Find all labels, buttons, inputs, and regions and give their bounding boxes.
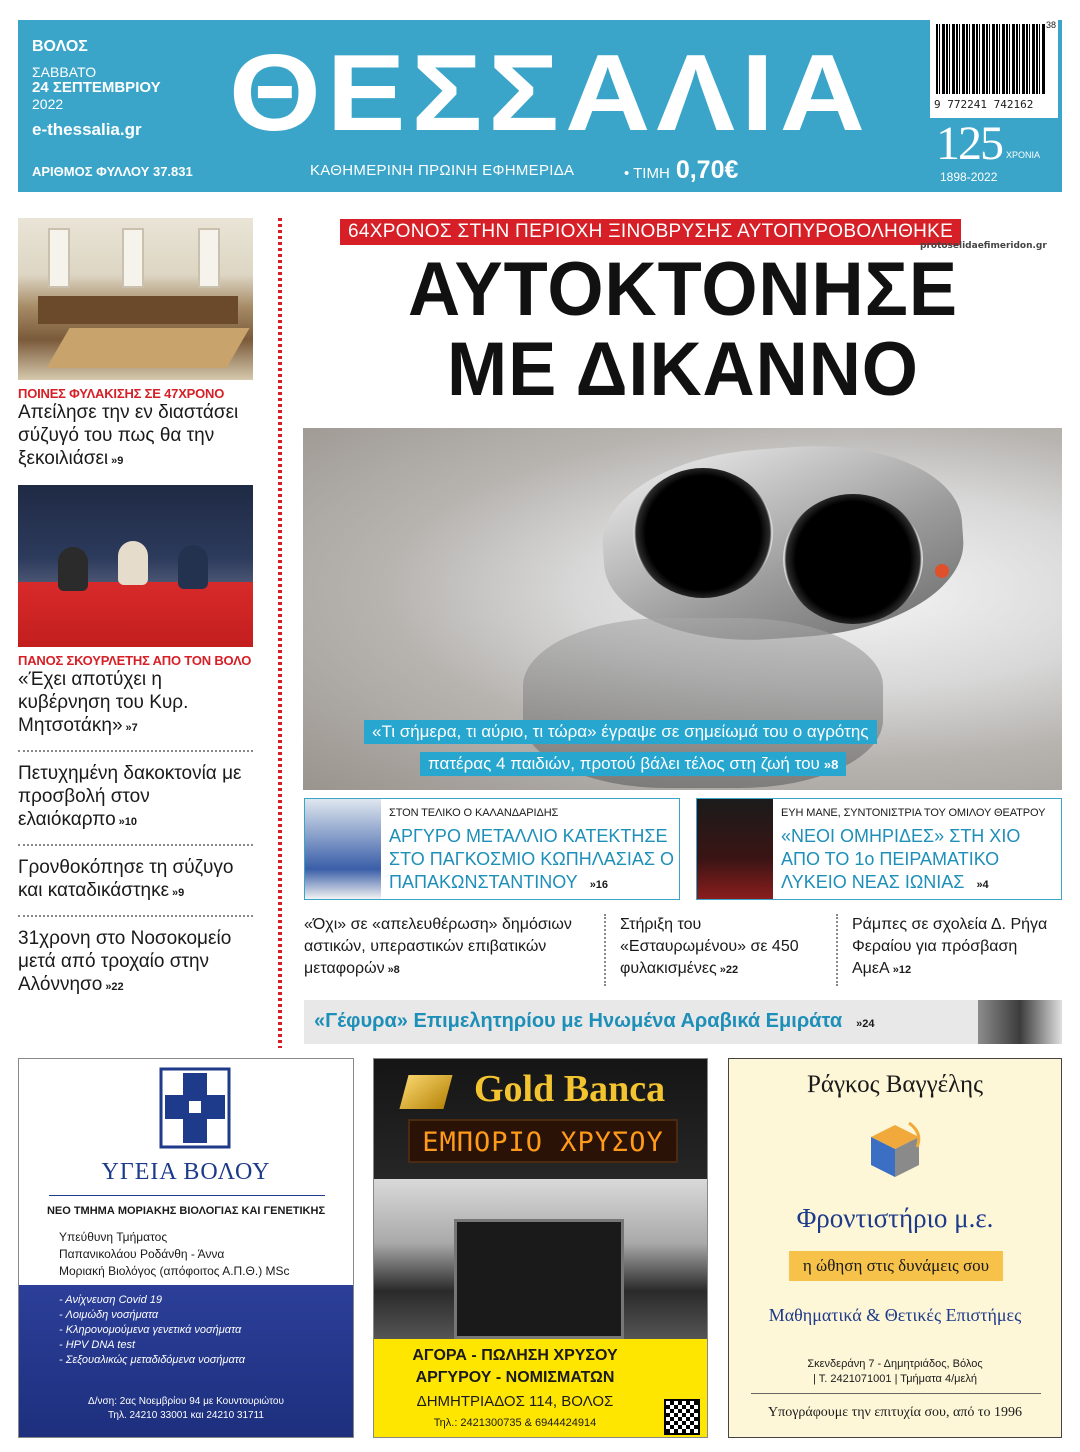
- theatre-photo: [697, 799, 773, 899]
- story-text: «Όχι» σε «απελευθέρωση» δημόσιων αστικών, υπεραστικών επιβατικών μεταφορών: [304, 916, 572, 977]
- headline-line: ΑΥΤΟΚΤΟΝΗΣΕ: [407, 247, 959, 332]
- courtroom-photo[interactable]: [18, 218, 253, 380]
- page-ref: »7: [125, 722, 138, 734]
- service-item: - Λοιμώδη νοσήματα: [59, 1309, 159, 1321]
- divider: [836, 914, 838, 986]
- person-shape: [58, 547, 88, 591]
- page-ref: »22: [719, 964, 739, 976]
- price: [624, 156, 738, 185]
- led-sign: [408, 1119, 678, 1163]
- caption-text: πατέρας 4 παιδιών, προτού βάλει τέλος στη ζωή του: [428, 754, 820, 773]
- anniversary-badge: [930, 118, 1058, 190]
- gold-bar-icon: [399, 1075, 452, 1109]
- ad-line: ΑΡΓΥΡΟΥ - ΝΟΜΙΣΜΑΤΩΝ: [415, 1369, 615, 1386]
- service-item: - HPV DNA test: [59, 1339, 135, 1351]
- page-ref: »9: [172, 887, 185, 899]
- story-headline[interactable]: [18, 762, 258, 834]
- main-headline[interactable]: [323, 247, 1043, 412]
- story-kicker: ΠΟΙΝΕΣ ΦΥΛΑΚΙΣΗΣ ΣΕ 47ΧΡΟΝΟ: [18, 386, 225, 401]
- ad-services-panel: [19, 1285, 353, 1437]
- window-shape: [48, 228, 70, 288]
- day: ΣΑΒΒΑΤΟ: [32, 64, 97, 80]
- barcode: [930, 18, 1058, 118]
- anniversary-label: ΧΡΟΝΙΑ: [1006, 150, 1041, 160]
- story-text: «ΝΕΟΙ ΟΜΗΡΙΔΕΣ» ΣΤΗ ΧΙΟ ΑΠΟ ΤΟ 1ο ΠΕΙΡΑΜΑΤΙΚΟ ΛΥΚΕΙΟ ΝΕΑΣ ΙΩΝΙΑΣ: [781, 826, 1021, 892]
- story-kicker: ΣΤΟΝ ΤΕΛΙΚΟ Ο ΚΑΛΑΝΔΑΡΙΔΗΣ: [389, 807, 559, 819]
- rower-photo: [305, 799, 381, 899]
- window-shape: [122, 228, 144, 288]
- ad-brand: Gold Banca: [474, 1068, 666, 1110]
- story-headline[interactable]: [18, 401, 258, 473]
- page-ref: »10: [118, 816, 138, 828]
- website-link[interactable]: e-thessalia.gr: [32, 120, 142, 139]
- masthead-info: [32, 38, 161, 140]
- story-box-rowing[interactable]: [304, 798, 680, 900]
- ad-text: Δ/νση: 2ας Νοεμβρίου 94 με Κουντουριώτου: [88, 1396, 284, 1407]
- page-ref: »16: [589, 879, 609, 891]
- storefront-photo: [374, 1179, 707, 1339]
- story-headline[interactable]: [852, 914, 1062, 981]
- story-text: Απείλησε την εν διαστάσει σύζυγό του πως θα την ξεκοιλιάσει: [18, 402, 239, 469]
- story-text: «Έχει αποτύχει η κυβέρνηση του Κυρ. Μητσοτάκη»: [18, 669, 189, 736]
- story-headline[interactable]: [304, 914, 596, 981]
- ad-tagline: η ώθηση στις δυνάμεις σου: [789, 1251, 1003, 1281]
- barcode-number: 9 772241 742162: [934, 98, 1034, 111]
- price-label: • ΤΙΜΗ: [624, 165, 670, 182]
- divider: [18, 750, 253, 752]
- issue-number: ΑΡΙΘΜΟΣ ΦΥΛΛΟΥ 37.831: [32, 164, 193, 179]
- barcode-issue: 38: [1045, 20, 1056, 30]
- story-text: Στήριξη του «Εσταυρωμένου» σε 450 φυλακισμένες: [620, 916, 799, 977]
- medical-cross-icon: [159, 1067, 231, 1149]
- story-box-theatre[interactable]: [696, 798, 1062, 900]
- banner-story[interactable]: [304, 1000, 1062, 1044]
- ad-gold-banca[interactable]: [373, 1058, 708, 1438]
- watermark: protoselidaefimeridon.gr: [920, 241, 1047, 251]
- storefront-sign: [374, 1059, 707, 1179]
- bead-sight: [935, 564, 949, 578]
- page-ref: »8: [823, 757, 839, 772]
- story-text: ΑΡΓΥΡΟ ΜΕΤΑΛΛΙΟ ΚΑΤΕΚΤΗΣΕ ΣΤΟ ΠΑΓΚΟΣΜΙΟ ΚΩΠΗΛΑΣΙΑΣ Ο ΠΑΠΑΚΩΝΣΤΑΝΤΙΝΟΥ: [389, 826, 675, 892]
- ad-text: Σκενδεράνη 7 - Δημητριάδος, Βόλος: [807, 1358, 983, 1370]
- banner-photo: [978, 1000, 1062, 1044]
- ad-address: [729, 1357, 1061, 1387]
- ad-department: ΝΕΟ ΤΜΗΜΑ ΜΟΡΙΑΚΗΣ ΒΙΟΛΟΓΙΑΣ ΚΑΙ ΓΕΝΕΤΙΚΗΣ: [46, 1205, 326, 1217]
- barrel-hole-right: [783, 494, 923, 624]
- ad-text: [374, 1345, 656, 1389]
- ad-text: Υπεύθυνη Τμήματος: [59, 1230, 168, 1244]
- person-shape: [118, 541, 148, 585]
- story-kicker: ΕΥΗ ΜΑΝΕ, ΣΥΝΤΟΝΙΣΤΡΙΑ ΤΟΥ ΟΜΙΛΟΥ ΘΕΑΤΡΟΥ: [781, 807, 1046, 819]
- ad-ygeia-volou[interactable]: [18, 1058, 354, 1438]
- ad-info-panel: [374, 1339, 707, 1438]
- divider: [751, 1393, 1041, 1394]
- column-divider: [278, 218, 282, 1048]
- anniversary-range: 1898-2022: [940, 170, 998, 184]
- ad-text: Τηλ. 24210 33001 και 24210 31711: [108, 1410, 264, 1421]
- page-ref: »9: [111, 455, 124, 467]
- page-ref: »8: [387, 964, 400, 976]
- city: ΒΟΛΟΣ: [32, 38, 88, 55]
- photo-caption-line: [420, 752, 846, 776]
- main-kicker: 64ΧΡΟΝΟΣ ΣΤΗΝ ΠΕΡΙΟΧΗ ΞΙΝΟΒΡΥΣΗΣ ΑΥΤΟΠΥΡΟΒΟΛΗΘΗΚΕ: [340, 219, 961, 245]
- bench-shape: [38, 296, 238, 324]
- banner-text: «Γέφυρα» Επιμελητηρίου με Ηνωμένα Αραβικά Εμιράτα: [314, 1010, 843, 1032]
- page-ref: »4: [976, 879, 989, 891]
- headline-line: ΜΕ ΔΙΚΑΝΝΟ: [447, 327, 919, 412]
- ad-address: ΔΗΜΗΤΡΙΑΔΟΣ 114, ΒΟΛΟΣ: [416, 1393, 614, 1410]
- ad-school-name: Φροντιστήριο μ.ε.: [796, 1203, 994, 1233]
- ad-slogan: Υπογράφουμε την επιτυχία σου, από το 1996: [768, 1405, 1022, 1420]
- story-headline[interactable]: [18, 668, 258, 740]
- story-headline[interactable]: [620, 914, 820, 981]
- masthead: [18, 20, 1062, 192]
- service-item: - Ανίχνευση Covid 19: [59, 1294, 162, 1306]
- ad-ragkos-frontistirio[interactable]: [728, 1058, 1062, 1438]
- page-ref: »12: [892, 964, 912, 976]
- story-text: 31χρονη στο Νοσοκομείο μετά από τροχαίο στην Αλόννησο: [18, 928, 232, 995]
- barcode-bars: [936, 24, 1046, 94]
- services-list: [59, 1293, 245, 1368]
- press-conference-photo[interactable]: [18, 485, 253, 647]
- banner-headline: [314, 1010, 875, 1033]
- story-title: [389, 825, 679, 897]
- divider: [18, 844, 253, 846]
- cube-logo-icon: [865, 1121, 925, 1181]
- ad-text: | Τ. 2421071001 | Τμήματα 4/μελή: [813, 1373, 977, 1385]
- story-headline[interactable]: [18, 856, 258, 905]
- anniversary-number: 125: [936, 117, 1002, 170]
- story-title: [781, 825, 1061, 897]
- price-value: 0,70€: [675, 156, 739, 184]
- divider: [604, 914, 606, 986]
- ad-phones: Τηλ.: 2421300735 & 6944424914: [433, 1417, 597, 1429]
- newspaper-title: ΘΕΣΣΑΛΙΑ: [228, 32, 872, 154]
- photo-caption-line: «Τι σήμερα, τι αύριο, τι τώρα» έγραψε σε σημείωμά του ο αγρότης: [364, 720, 877, 744]
- story-headline[interactable]: [18, 927, 258, 999]
- story-text: Ράμπες σε σχολεία Δ. Ρήγα Φεραίου για πρόσβαση ΑμεΑ: [852, 916, 1048, 977]
- page-ref: »24: [856, 1018, 875, 1030]
- window-shape: [198, 228, 220, 288]
- ad-brand: ΥΓΕΙΑ ΒΟΛΟΥ: [101, 1159, 271, 1185]
- service-item: - Κληρονομούμενα γενετικά νοσήματα: [59, 1324, 242, 1336]
- story-text: Γρονθοκόπησε τη σύζυγο και καταδικάστηκε: [18, 857, 234, 901]
- divider: [49, 1195, 325, 1196]
- qr-code-icon[interactable]: [664, 1399, 700, 1435]
- barrel-hole-left: [633, 468, 773, 598]
- date: 24 ΣΕΠΤΕΜΒΡΙΟΥ: [32, 79, 161, 96]
- ad-text: Παπανικολάου Ροδάνθη - Άννα: [59, 1247, 225, 1261]
- year: 2022: [32, 96, 64, 112]
- person-shape: [178, 545, 208, 589]
- ad-text: Μοριακή Βιολόγος (απόφοιτος Α.Π.Θ.) MSc: [59, 1264, 290, 1278]
- led-text: ΕΜΠΟΡΙΟ ΧΡΥΣΟΥ: [422, 1127, 664, 1158]
- table-shape: [46, 328, 249, 368]
- ad-address: [19, 1395, 353, 1423]
- left-column: [18, 218, 258, 999]
- divider: [18, 915, 253, 917]
- page-ref: »22: [105, 981, 124, 993]
- story-kicker: ΠΑΝΟΣ ΣΚΟΥΡΛΕΤΗΣ ΑΠΟ ΤΟΝ ΒΟΛΟ: [18, 653, 252, 668]
- service-item: - Σεξουαλικώς μεταδιδόμενα νοσήματα: [59, 1354, 246, 1366]
- ad-subjects: Μαθηματικά & Θετικές Επιστήμες: [768, 1305, 1022, 1325]
- story-text: Πετυχημένη δακοκτονία με προσβολή στον ελαιόκαρπο: [18, 763, 242, 830]
- newspaper-subtitle: ΚΑΘΗΜΕΡΙΝΗ ΠΡΩΙΝΗ ΕΦΗΜΕΡΙΔΑ: [310, 162, 575, 179]
- ad-contact-person: [59, 1229, 290, 1280]
- door-shape: [454, 1219, 624, 1339]
- ad-line: ΑΓΟΡΑ - ΠΩΛΗΣΗ ΧΡΥΣΟΥ: [412, 1347, 618, 1364]
- ad-brand: Ράγκος Βαγγέλης: [807, 1071, 983, 1098]
